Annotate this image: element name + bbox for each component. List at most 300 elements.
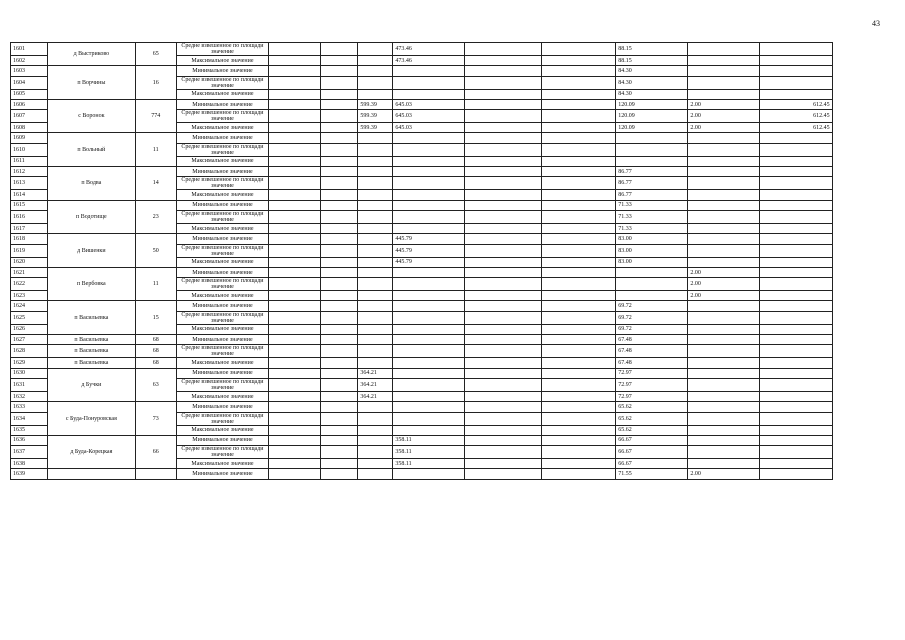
empty-cell xyxy=(541,43,615,56)
empty-cell xyxy=(541,99,615,109)
value-type: Минимальное значение xyxy=(177,200,269,210)
value-type: Минимальное значение xyxy=(177,234,269,244)
empty-cell xyxy=(541,223,615,233)
empty-cell xyxy=(616,291,688,301)
empty-cell xyxy=(268,435,320,445)
empty-cell xyxy=(393,156,465,166)
value-cell: 66.67 xyxy=(616,459,688,469)
value-type: Максимальное значение xyxy=(177,190,269,200)
empty-cell xyxy=(465,324,541,334)
settlement-code: 63 xyxy=(135,368,177,402)
empty-cell xyxy=(321,425,358,435)
value-type: Максимальное значение xyxy=(177,358,269,368)
empty-cell xyxy=(541,66,615,76)
value-cell: 84.30 xyxy=(616,66,688,76)
empty-cell xyxy=(268,278,320,291)
empty-cell xyxy=(358,469,393,479)
table-row xyxy=(11,335,883,345)
empty-cell xyxy=(268,412,320,425)
empty-cell xyxy=(688,378,760,391)
empty-cell xyxy=(465,378,541,391)
value-cell: 645.03 xyxy=(393,110,465,123)
empty-cell xyxy=(465,278,541,291)
value-cell: 65.62 xyxy=(616,412,688,425)
row-number: 1609 xyxy=(11,133,48,143)
empty-cell xyxy=(760,257,832,267)
empty-cell xyxy=(688,391,760,401)
row-number: 1631 xyxy=(11,378,48,391)
empty-cell xyxy=(393,278,465,291)
empty-cell xyxy=(541,267,615,277)
empty-cell xyxy=(541,177,615,190)
empty-cell xyxy=(688,244,760,257)
empty-cell xyxy=(268,267,320,277)
empty-cell xyxy=(321,311,358,324)
empty-cell xyxy=(760,291,832,301)
value-cell: 2.00 xyxy=(688,110,760,123)
empty-cell xyxy=(541,378,615,391)
empty-cell xyxy=(541,278,615,291)
empty-cell xyxy=(321,66,358,76)
empty-cell xyxy=(760,200,832,210)
empty-cell xyxy=(760,89,832,99)
empty-cell xyxy=(268,210,320,223)
empty-cell xyxy=(268,99,320,109)
empty-cell xyxy=(688,210,760,223)
empty-cell xyxy=(760,301,832,311)
empty-cell xyxy=(760,56,832,66)
empty-cell xyxy=(541,446,615,459)
empty-cell xyxy=(688,66,760,76)
empty-cell xyxy=(358,223,393,233)
empty-cell xyxy=(616,267,688,277)
empty-cell xyxy=(393,412,465,425)
empty-cell xyxy=(541,156,615,166)
empty-cell xyxy=(321,133,358,143)
empty-cell xyxy=(688,301,760,311)
row-number: 1638 xyxy=(11,459,48,469)
settlement-code: 68 xyxy=(135,345,177,358)
empty-cell xyxy=(268,324,320,334)
empty-cell xyxy=(358,244,393,257)
settlement-code: 16 xyxy=(135,66,177,100)
empty-cell xyxy=(393,76,465,89)
empty-cell xyxy=(688,43,760,56)
empty-cell xyxy=(760,167,832,177)
row-number: 1626 xyxy=(11,324,48,334)
empty-cell xyxy=(393,89,465,99)
empty-cell xyxy=(268,257,320,267)
settlement-name: д Буда-Корецкая xyxy=(48,435,135,469)
empty-cell xyxy=(393,66,465,76)
empty-cell xyxy=(321,459,358,469)
empty-cell xyxy=(321,43,358,56)
empty-cell xyxy=(541,110,615,123)
empty-cell xyxy=(541,324,615,334)
empty-cell xyxy=(393,291,465,301)
empty-cell xyxy=(268,156,320,166)
empty-cell xyxy=(321,435,358,445)
empty-cell xyxy=(688,223,760,233)
empty-cell xyxy=(358,425,393,435)
row-number: 1615 xyxy=(11,200,48,210)
empty-cell xyxy=(465,223,541,233)
empty-cell xyxy=(688,167,760,177)
value-cell: 612.45 xyxy=(760,110,832,123)
empty-cell xyxy=(358,43,393,56)
empty-cell xyxy=(688,459,760,469)
empty-cell xyxy=(358,167,393,177)
settlement-name: д Бучки xyxy=(48,368,135,402)
empty-cell xyxy=(268,345,320,358)
row-number: 1604 xyxy=(11,76,48,89)
row-number: 1628 xyxy=(11,345,48,358)
empty-cell xyxy=(321,378,358,391)
value-type: Средне взвешенное по площади значение xyxy=(177,345,269,358)
value-type: Средне взвешенное по площади значение xyxy=(177,311,269,324)
table-row xyxy=(11,358,883,368)
empty-cell xyxy=(760,412,832,425)
empty-cell xyxy=(541,368,615,378)
table-row xyxy=(11,99,883,109)
value-type: Максимальное значение xyxy=(177,391,269,401)
empty-cell xyxy=(465,301,541,311)
empty-cell xyxy=(393,402,465,412)
empty-cell xyxy=(760,190,832,200)
value-cell: 445.79 xyxy=(393,244,465,257)
empty-cell xyxy=(358,412,393,425)
value-cell: 364.21 xyxy=(358,378,393,391)
empty-cell xyxy=(321,324,358,334)
value-type: Максимальное значение xyxy=(177,425,269,435)
value-cell: 65.62 xyxy=(616,402,688,412)
empty-cell xyxy=(541,167,615,177)
row-number: 1619 xyxy=(11,244,48,257)
empty-cell xyxy=(358,446,393,459)
value-cell: 67.48 xyxy=(616,358,688,368)
empty-cell xyxy=(616,156,688,166)
empty-cell xyxy=(760,402,832,412)
empty-cell xyxy=(321,177,358,190)
empty-cell xyxy=(358,301,393,311)
empty-cell xyxy=(321,210,358,223)
value-cell: 2.00 xyxy=(688,99,760,109)
empty-cell xyxy=(321,143,358,156)
empty-cell xyxy=(393,190,465,200)
empty-cell xyxy=(268,402,320,412)
empty-cell xyxy=(465,190,541,200)
table-row xyxy=(11,43,883,56)
row-number: 1607 xyxy=(11,110,48,123)
row-number: 1625 xyxy=(11,311,48,324)
empty-cell xyxy=(358,143,393,156)
row-number: 1603 xyxy=(11,66,48,76)
row-number: 1614 xyxy=(11,190,48,200)
empty-cell xyxy=(465,133,541,143)
empty-cell xyxy=(268,378,320,391)
value-cell: 69.72 xyxy=(616,324,688,334)
empty-cell xyxy=(465,156,541,166)
empty-cell xyxy=(465,76,541,89)
value-type: Средне взвешенное по площади значение xyxy=(177,244,269,257)
value-cell: 645.03 xyxy=(393,99,465,109)
empty-cell xyxy=(268,76,320,89)
value-cell: 612.45 xyxy=(760,99,832,109)
empty-cell xyxy=(358,177,393,190)
empty-cell xyxy=(321,402,358,412)
empty-cell xyxy=(393,469,465,479)
settlement-name: п Ворчины xyxy=(48,66,135,100)
empty-cell xyxy=(760,76,832,89)
value-type: Минимальное значение xyxy=(177,99,269,109)
empty-cell xyxy=(541,76,615,89)
empty-cell xyxy=(688,133,760,143)
empty-cell xyxy=(393,143,465,156)
value-cell: 445.79 xyxy=(393,234,465,244)
value-cell: 612.45 xyxy=(760,123,832,133)
row-number: 1617 xyxy=(11,223,48,233)
value-type: Минимальное значение xyxy=(177,435,269,445)
value-cell: 83.00 xyxy=(616,234,688,244)
empty-cell xyxy=(688,425,760,435)
empty-cell xyxy=(268,311,320,324)
empty-cell xyxy=(760,143,832,156)
settlement-code: 65 xyxy=(135,43,177,66)
empty-cell xyxy=(268,43,320,56)
empty-cell xyxy=(465,311,541,324)
empty-cell xyxy=(541,123,615,133)
settlement-code: 68 xyxy=(135,358,177,368)
table-row xyxy=(11,167,883,177)
value-type: Минимальное значение xyxy=(177,402,269,412)
table-row xyxy=(11,200,883,210)
empty-cell xyxy=(393,324,465,334)
empty-cell xyxy=(268,425,320,435)
value-type: Минимальное значение xyxy=(177,301,269,311)
empty-cell xyxy=(688,345,760,358)
empty-cell xyxy=(465,446,541,459)
empty-cell xyxy=(321,200,358,210)
page-number: 43 xyxy=(872,19,880,28)
settlement-name: п Васильевка xyxy=(48,358,135,368)
row-number: 1632 xyxy=(11,391,48,401)
value-cell: 72.97 xyxy=(616,378,688,391)
settlement-name: п Васильевка xyxy=(48,335,135,345)
value-type: Средне взвешенное по площади значение xyxy=(177,177,269,190)
empty-cell xyxy=(465,200,541,210)
value-cell: 599.39 xyxy=(358,123,393,133)
empty-cell xyxy=(268,459,320,469)
empty-cell xyxy=(688,89,760,99)
empty-cell xyxy=(358,190,393,200)
empty-cell xyxy=(760,446,832,459)
empty-cell xyxy=(465,291,541,301)
settlement-name: п Вольный xyxy=(48,133,135,167)
empty-cell xyxy=(465,345,541,358)
row-number: 1629 xyxy=(11,358,48,368)
empty-cell xyxy=(541,469,615,479)
row-number: 1639 xyxy=(11,469,48,479)
empty-cell xyxy=(465,267,541,277)
row-number: 1630 xyxy=(11,368,48,378)
empty-cell xyxy=(541,143,615,156)
empty-cell xyxy=(465,435,541,445)
empty-cell xyxy=(465,257,541,267)
empty-cell xyxy=(321,167,358,177)
empty-cell xyxy=(268,244,320,257)
value-type: Максимальное значение xyxy=(177,89,269,99)
value-cell: 86.77 xyxy=(616,190,688,200)
value-cell: 2.00 xyxy=(688,291,760,301)
empty-cell xyxy=(358,335,393,345)
row-number: 1620 xyxy=(11,257,48,267)
empty-cell xyxy=(465,358,541,368)
empty-cell xyxy=(321,156,358,166)
empty-cell xyxy=(616,143,688,156)
empty-cell xyxy=(321,244,358,257)
empty-cell xyxy=(465,143,541,156)
empty-cell xyxy=(268,89,320,99)
table-row xyxy=(11,133,883,143)
empty-cell xyxy=(688,156,760,166)
empty-cell xyxy=(393,391,465,401)
empty-cell xyxy=(465,335,541,345)
empty-cell xyxy=(465,402,541,412)
table-row xyxy=(11,301,883,311)
empty-cell xyxy=(321,56,358,66)
settlement-name: п Водва xyxy=(48,167,135,201)
empty-cell xyxy=(268,190,320,200)
empty-cell xyxy=(541,257,615,267)
empty-cell xyxy=(268,335,320,345)
value-cell: 358.11 xyxy=(393,435,465,445)
value-cell: 358.11 xyxy=(393,459,465,469)
row-number: 1636 xyxy=(11,435,48,445)
empty-cell xyxy=(358,324,393,334)
empty-cell xyxy=(541,358,615,368)
empty-cell xyxy=(393,425,465,435)
empty-cell xyxy=(688,412,760,425)
empty-cell xyxy=(688,56,760,66)
empty-cell xyxy=(760,368,832,378)
settlement-name: д Вишенки xyxy=(48,234,135,268)
table-row xyxy=(11,402,883,412)
empty-cell xyxy=(358,345,393,358)
empty-cell xyxy=(321,278,358,291)
value-type: Минимальное значение xyxy=(177,66,269,76)
table-row xyxy=(11,66,883,76)
empty-cell xyxy=(760,278,832,291)
value-cell: 2.00 xyxy=(688,278,760,291)
empty-cell xyxy=(688,368,760,378)
empty-cell xyxy=(358,56,393,66)
table-row xyxy=(11,345,883,358)
settlement-name: с Буда-Понуровская xyxy=(48,402,135,436)
empty-cell xyxy=(358,291,393,301)
row-number: 1621 xyxy=(11,267,48,277)
empty-cell xyxy=(268,469,320,479)
empty-cell xyxy=(321,345,358,358)
value-cell: 364.21 xyxy=(358,391,393,401)
empty-cell xyxy=(688,177,760,190)
value-cell: 84.30 xyxy=(616,89,688,99)
settlement-code xyxy=(135,469,177,479)
row-number: 1635 xyxy=(11,425,48,435)
empty-cell xyxy=(760,459,832,469)
value-cell: 72.97 xyxy=(616,391,688,401)
empty-cell xyxy=(541,210,615,223)
value-type: Максимальное значение xyxy=(177,459,269,469)
row-number: 1608 xyxy=(11,123,48,133)
empty-cell xyxy=(541,345,615,358)
empty-cell xyxy=(268,66,320,76)
settlement-name: п Вербовка xyxy=(48,267,135,301)
settlement-name: п Водотище xyxy=(48,200,135,234)
empty-cell xyxy=(465,177,541,190)
empty-cell xyxy=(465,110,541,123)
empty-cell xyxy=(268,143,320,156)
empty-cell xyxy=(760,425,832,435)
row-number: 1601 xyxy=(11,43,48,56)
value-cell: 69.72 xyxy=(616,311,688,324)
value-cell: 83.00 xyxy=(616,257,688,267)
value-cell: 86.77 xyxy=(616,167,688,177)
empty-cell xyxy=(321,335,358,345)
empty-cell xyxy=(760,66,832,76)
empty-cell xyxy=(465,234,541,244)
empty-cell xyxy=(268,56,320,66)
empty-cell xyxy=(688,324,760,334)
empty-cell xyxy=(465,66,541,76)
empty-cell xyxy=(268,234,320,244)
table-row xyxy=(11,267,883,277)
empty-cell xyxy=(541,190,615,200)
table-row xyxy=(11,234,883,244)
value-cell: 83.00 xyxy=(616,244,688,257)
empty-cell xyxy=(358,66,393,76)
settlement-code: 14 xyxy=(135,167,177,201)
empty-cell xyxy=(760,43,832,56)
empty-cell xyxy=(541,391,615,401)
value-cell: 473.46 xyxy=(393,56,465,66)
empty-cell xyxy=(541,402,615,412)
settlement-name: п Васильевка xyxy=(48,345,135,358)
empty-cell xyxy=(358,257,393,267)
empty-cell xyxy=(321,267,358,277)
empty-cell xyxy=(760,234,832,244)
empty-cell xyxy=(465,210,541,223)
empty-cell xyxy=(358,358,393,368)
empty-cell xyxy=(358,133,393,143)
row-number: 1633 xyxy=(11,402,48,412)
value-type: Средне взвешенное по площади значение xyxy=(177,412,269,425)
settlement-name: д Выстриково xyxy=(48,43,135,66)
value-type: Максимальное значение xyxy=(177,257,269,267)
empty-cell xyxy=(688,358,760,368)
empty-cell xyxy=(321,110,358,123)
empty-cell xyxy=(393,223,465,233)
empty-cell xyxy=(760,469,832,479)
value-cell: 71.33 xyxy=(616,223,688,233)
empty-cell xyxy=(358,267,393,277)
empty-cell xyxy=(541,335,615,345)
value-type: Максимальное значение xyxy=(177,123,269,133)
empty-cell xyxy=(541,425,615,435)
empty-cell xyxy=(688,257,760,267)
value-type: Максимальное значение xyxy=(177,56,269,66)
empty-cell xyxy=(358,234,393,244)
empty-cell xyxy=(760,324,832,334)
